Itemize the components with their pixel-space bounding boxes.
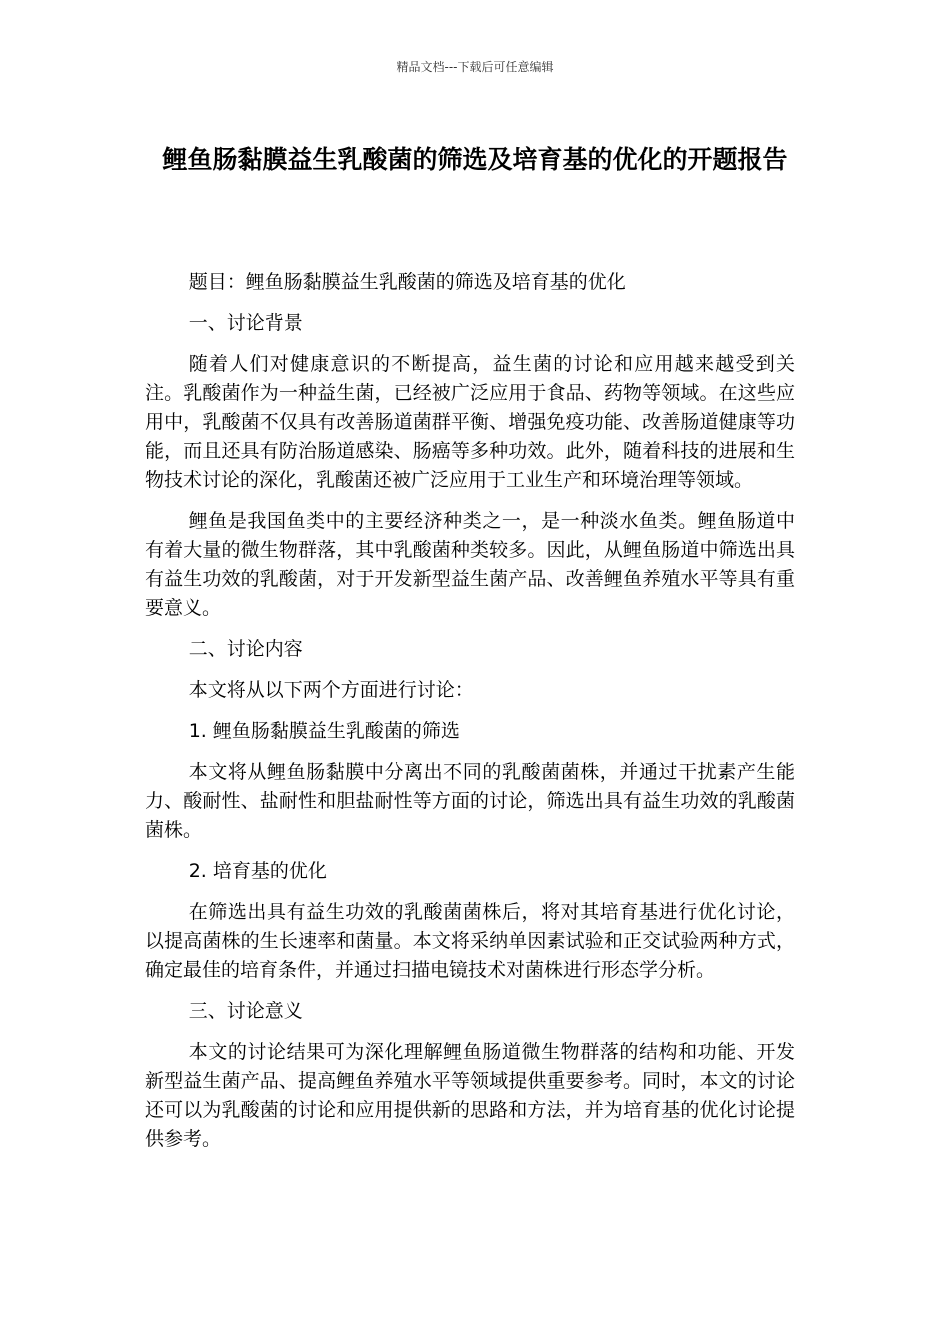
document-body xyxy=(145,268,795,1166)
document-title: 鲤鱼肠黏膜益生乳酸菌的筛选及培育基的优化的开题报告 xyxy=(162,145,788,174)
topic-line: 题目：鲤鱼肠黏膜益生乳酸菌的筛选及培育基的优化 xyxy=(188,271,626,293)
content-item-2-heading: 2. 培育基的优化 xyxy=(188,860,327,882)
significance-paragraph: 本文的讨论结果可为深化理解鲤鱼肠道微生物群落的结构和功能、开发新型益生菌产品、提高鲤鱼养殖水平等领域提供重要参考。同时，本文的讨论还可以为乳酸菌的讨论和应用提供新的思路和方法，并为培育基的优化讨论提供参考。 xyxy=(145,1041,795,1150)
content-intro: 本文将从以下两个方面进行讨论： xyxy=(188,679,474,701)
page-header: 精品文档---下载后可任意编辑 xyxy=(396,60,554,74)
content-item-1-heading: 1. 鲤鱼肠黏膜益生乳酸菌的筛选 xyxy=(188,720,460,742)
section-heading-significance: 三、讨论意义 xyxy=(188,1000,303,1022)
background-paragraph-2: 鲤鱼是我国鱼类中的主要经济种类之一，是一种淡水鱼类。鲤鱼肠道中有着大量的微生物群落，其中乳酸菌种类较多。因此，从鲤鱼肠道中筛选出具有益生功效的乳酸菌，对于开发新型益生菌产品、改善鲤鱼养殖水平等具有重要意义。 xyxy=(145,510,795,619)
section-heading-background: 一、讨论背景 xyxy=(188,312,303,334)
section-heading-content: 二、讨论内容 xyxy=(188,638,303,660)
content-item-1-text: 本文将从鲤鱼肠黏膜中分离出不同的乳酸菌菌株，并通过干扰素产生能力、酸耐性、盐耐性和胆盐耐性等方面的讨论，筛选出具有益生功效的乳酸菌菌株。 xyxy=(145,761,795,841)
content-item-2-text: 在筛选出具有益生功效的乳酸菌菌株后，将对其培育基进行优化讨论，以提高菌株的生长速率和菌量。本文将采纳单因素试验和正交试验两种方式，确定最佳的培育条件，并通过扫描电镜技术对菌株进行形态学分析。 xyxy=(145,901,795,981)
background-paragraph-1: 随着人们对健康意识的不断提高，益生菌的讨论和应用越来越受到关注。乳酸菌作为一种益生菌，已经被广泛应用于食品、药物等领域。在这些应用中，乳酸菌不仅具有改善肠道菌群平衡、增强免疫功能、改善肠道健康等功能，而且还具有防治肠道感染、肠癌等多种功效。此外，随着科技的进展和生物技术讨论的深化，乳酸菌还被广泛应用于工业生产和环境治理等领域。 xyxy=(145,353,795,491)
